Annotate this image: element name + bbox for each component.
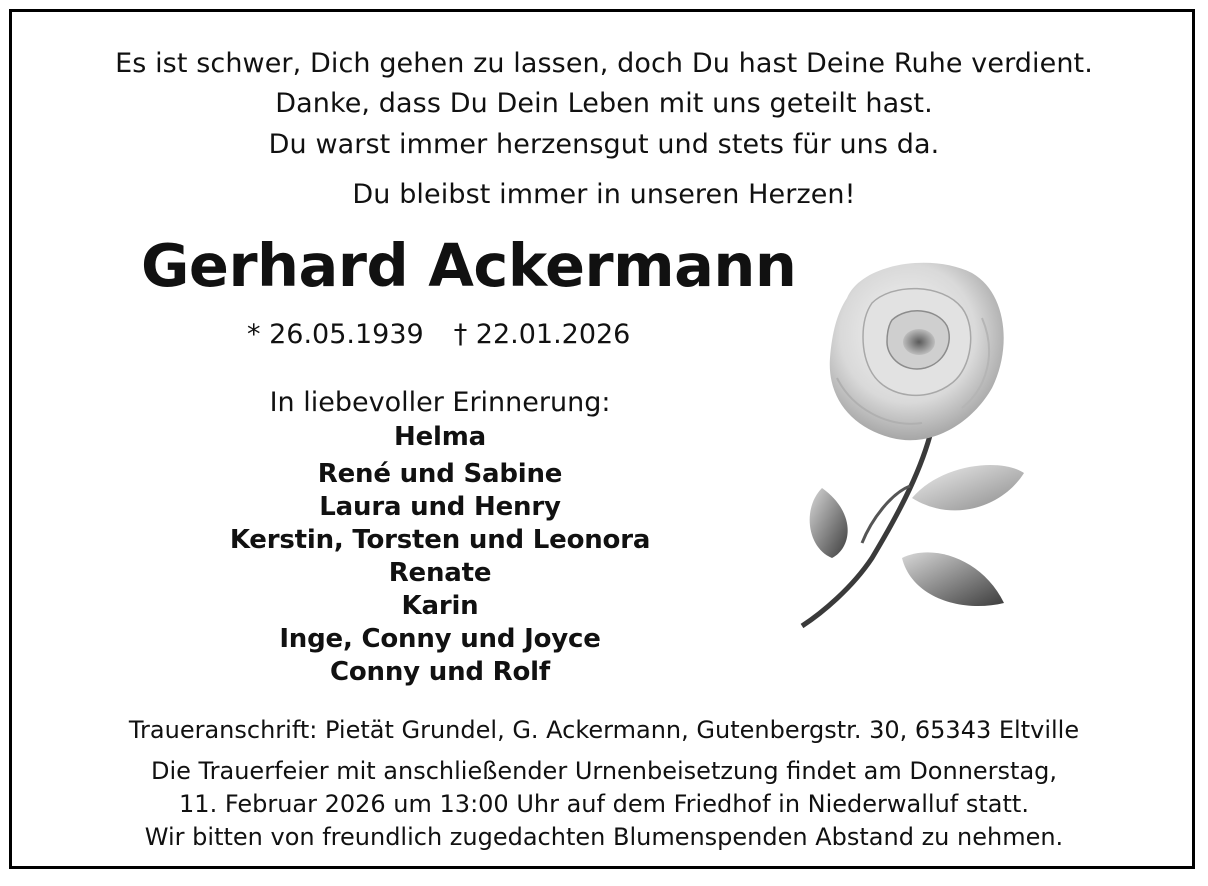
verse-line-1: Es ist schwer, Dich gehen zu lassen, doch Du hast Deine Ruhe verdient.	[115, 48, 1093, 79]
ceremony-line-2: 11. Februar 2026 um 13:00 Uhr auf dem Friedhof in Niederwalluf statt.	[179, 790, 1029, 818]
mourner-name: René und Sabine	[317, 459, 563, 489]
rose-icon	[792, 258, 1032, 638]
death-date: † 22.01.2026	[453, 319, 631, 350]
life-dates	[247, 321, 630, 348]
mourner-name: Conny und Rolf	[330, 657, 550, 687]
verse-line-4: Du bleibst immer in unseren Herzen!	[352, 179, 856, 210]
mourner-name: Inge, Conny und Joyce	[279, 624, 601, 654]
condolence-address: Traueranschrift: Pietät Grundel, G. Ackermann, Gutenbergstr. 30, 65343 Eltville	[128, 716, 1080, 744]
ceremony-line-1: Die Trauerfeier mit anschließender Urnenbeisetzung findet am Donnerstag,	[150, 757, 1058, 785]
verse-line-2: Danke, dass Du Dein Leben mit uns geteilt hast.	[275, 88, 933, 119]
deceased-name: Gerhard Ackermann	[141, 231, 797, 300]
flowers-note: Wir bitten von freundlich zugedachten Blumenspenden Abstand zu nehmen.	[144, 823, 1064, 851]
mourner-name: Laura und Henry	[319, 492, 561, 522]
mourner-name: Kerstin, Torsten und Leonora	[229, 525, 651, 555]
mourners-intro: In liebevoller Erinnerung:	[269, 387, 611, 418]
mourner-name: Renate	[388, 558, 492, 588]
mourner-name: Helma	[394, 422, 486, 452]
mourner-name: Karin	[401, 591, 479, 621]
birth-date: * 26.05.1939	[247, 319, 424, 350]
verse-line-3: Du warst immer herzensgut und stets für uns da.	[268, 129, 940, 160]
